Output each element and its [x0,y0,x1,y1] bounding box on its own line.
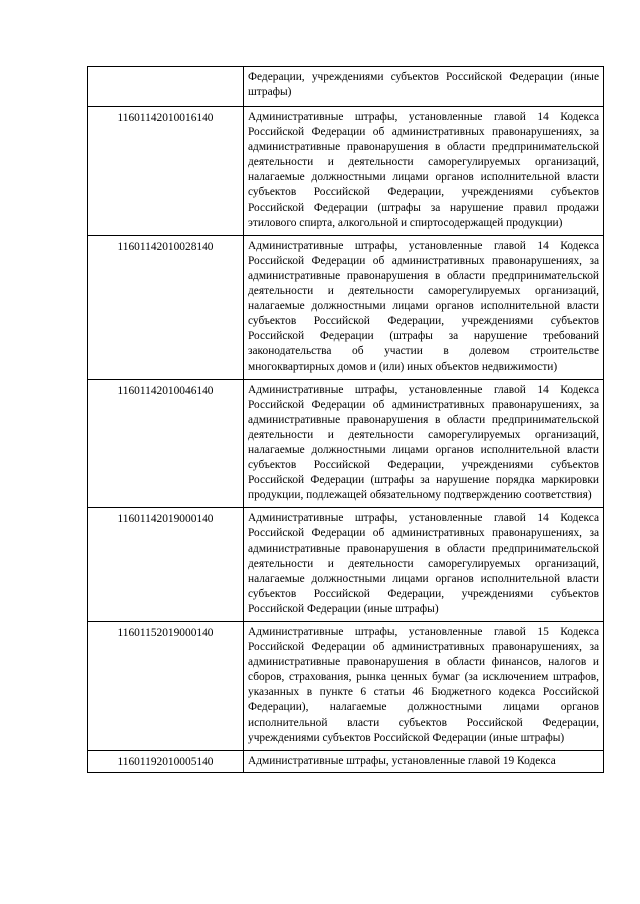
code-cell: 11601142010016140 [88,107,244,236]
table-row [88,235,604,379]
code-cell: 11601142019000140 [88,508,244,622]
description-cell: Федерации, учреждениями субъектов Российской Федерации (иные штрафы) [244,67,604,107]
description-cell: Административные штрафы, установленные главой 14 Кодекса Российской Федерации об административных правонарушениях, за административные правонарушения в области предпринимательской деятельности и деятельности саморегулируемых организаций, налагаемые должностными лицами органов исполнительной власти субъектов Российской Федерации, учреждениями субъектов Российской Федерации (штрафы за нарушение правил продажи этилового спирта, алкогольной и спиртосодержащей продукции) [244,107,604,236]
table-row [88,622,604,751]
table-row [88,508,604,622]
description-cell: Административные штрафы, установленные главой 19 Кодекса [244,750,604,772]
code-cell: 11601192010005140 [88,750,244,772]
code-cell: 11601142010046140 [88,379,244,508]
description-cell: Административные штрафы, установленные главой 15 Кодекса Российской Федерации об административных правонарушениях, за административные правонарушения в области финансов, налогов и сборов, страхования, рынка ценных бумаг (за исключением штрафов, указанных в пункте 6 статьи 46 Бюджетного кодекса Российской Федерации), налагаемые должностными лицами органов исполнительной власти субъектов Российской Федерации, учреждениями субъектов Российской Федерации (иные штрафы) [244,622,604,751]
table-row [88,107,604,236]
code-cell: 11601142010028140 [88,235,244,379]
code-cell: 11601152019000140 [88,622,244,751]
table-row-partial [88,750,604,772]
table-row [88,379,604,508]
code-cell [88,67,244,107]
description-cell: Административные штрафы, установленные главой 14 Кодекса Российской Федерации об административных правонарушениях, за административные правонарушения в области предпринимательской деятельности и деятельности саморегулируемых организаций, налагаемые должностными лицами органов исполнительной власти субъектов Российской Федерации, учреждениями субъектов Российской Федерации (иные штрафы) [244,508,604,622]
budget-codes-table [87,66,604,773]
table-body [88,67,604,773]
description-cell: Административные штрафы, установленные главой 14 Кодекса Российской Федерации об административных правонарушениях, за административные правонарушения в области предпринимательской деятельности и деятельности саморегулируемых организаций, налагаемые должностными лицами органов исполнительной власти субъектов Российской Федерации, учреждениями субъектов Российской Федерации (штрафы за нарушение требований законодательства об участии в долевом строительстве многоквартирных домов и (или) иных объектов недвижимости) [244,235,604,379]
table-row-continued [88,67,604,107]
description-cell: Административные штрафы, установленные главой 14 Кодекса Российской Федерации об административных правонарушениях, за административные правонарушения в области предпринимательской деятельности и деятельности саморегулируемых организаций, налагаемые должностными лицами органов исполнительной власти субъектов Российской Федерации, учреждениями субъектов Российской Федерации (штрафы за нарушение порядка маркировки продукции, подлежащей обязательному подтверждению соответствия) [244,379,604,508]
